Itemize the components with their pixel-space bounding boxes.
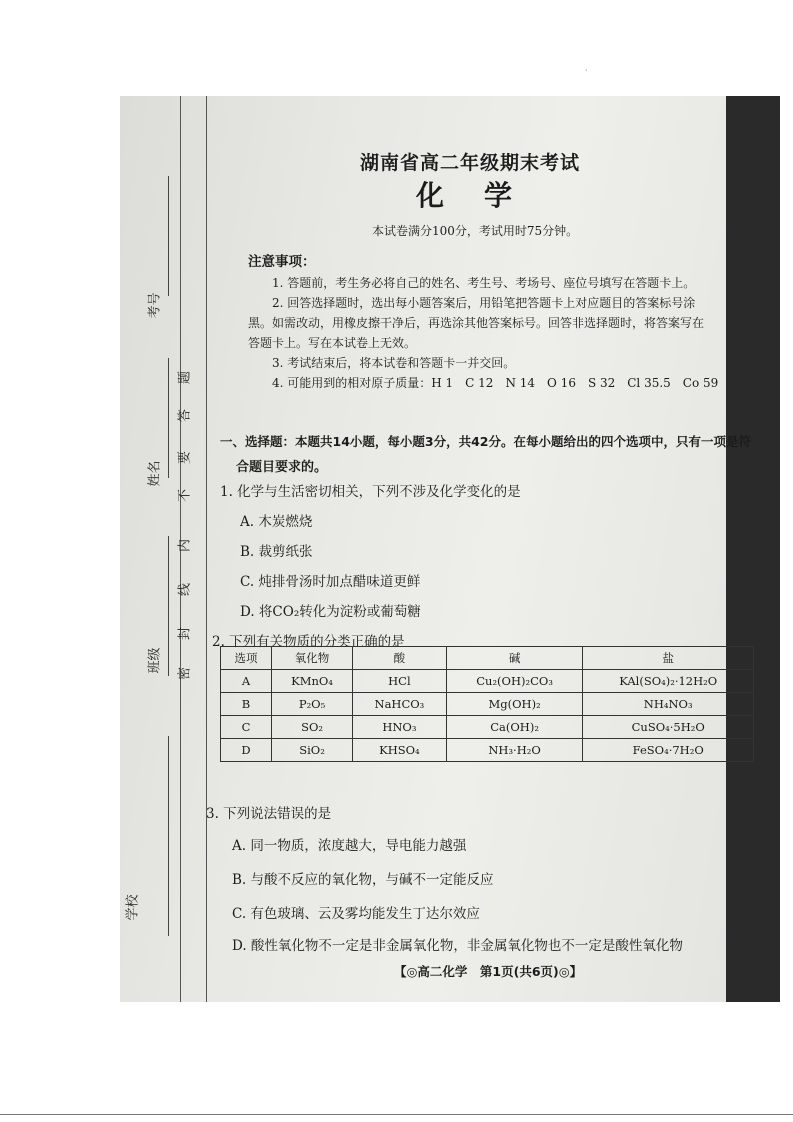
seal-char: 内 — [177, 539, 193, 553]
note-line: 4. 可能用到的相对原子质量：H 1 C 12 N 14 O 16 S 32 Cl 35.5 Co 59 — [272, 376, 719, 390]
section-heading: 一、选择题：本题共14小题，每小题3分，共42分。在每小题给出的四个选项中，只有一项是符 — [220, 434, 751, 449]
q1-option-b: B. 裁剪纸张 — [240, 544, 313, 560]
table-cell: NH₄NO₃ — [583, 693, 754, 716]
table-header-cell: 选项 — [221, 647, 272, 670]
classification-table — [220, 646, 754, 762]
exam-paper — [120, 96, 751, 1002]
name-label: 姓名 — [147, 460, 163, 487]
q3-option-b: B. 与酸不反应的氧化物，与碱不一定能反应 — [232, 872, 494, 888]
table-header-cell: 盐 — [583, 647, 754, 670]
table-cell: Cu₂(OH)₂CO₃ — [446, 670, 583, 693]
question-3-stem: 3. 下列说法错误的是 — [206, 806, 332, 822]
table-header-row — [221, 647, 754, 670]
school-blank — [168, 736, 169, 936]
table-cell: B — [221, 693, 272, 716]
note-line: 答题卡上。写在本试卷上无效。 — [248, 336, 417, 350]
q1-option-c: C. 炖排骨汤时加点醋味道更鲜 — [240, 574, 421, 590]
seal-char: 封 — [177, 627, 193, 641]
table-cell: CuSO₄·5H₂O — [583, 716, 754, 739]
exam-no-label: 考号 — [147, 292, 163, 319]
table-cell: Mg(OH)₂ — [446, 693, 583, 716]
page-footer: 【◎高二化学 第1页(共6页)◎】 — [394, 964, 583, 979]
table-cell: SO₂ — [272, 716, 353, 739]
table-cell: D — [221, 739, 272, 762]
note-line: 黑。如需改动，用橡皮擦干净后，再选涂其他答案标号。回答非选择题时，将答案写在 — [248, 316, 705, 330]
exam-intro: 本试卷满分100分，考试用时75分钟。 — [372, 224, 579, 238]
note-line: 3. 考试结束后，将本试卷和答题卡一并交回。 — [272, 356, 516, 370]
table-cell: SiO₂ — [272, 739, 353, 762]
table-header-cell: 氧化物 — [272, 647, 353, 670]
exam-title: 湖南省高二年级期末考试 — [360, 152, 581, 174]
subject-title: 化学 — [416, 179, 553, 212]
binding-line-inner — [206, 96, 207, 1002]
class-blank — [168, 536, 169, 676]
table-cell: HCl — [353, 670, 447, 693]
table-cell: NH₃·H₂O — [446, 739, 583, 762]
note-line: 2. 回答选择题时，选出每小题答案后，用铅笔把答题卡上对应题目的答案标号涂 — [272, 296, 696, 310]
q3-option-a: A. 同一物质，浓度越大，导电能力越强 — [232, 838, 467, 854]
table-cell: P₂O₅ — [272, 693, 353, 716]
table-row — [221, 693, 754, 716]
table-cell: KAl(SO₄)₂·12H₂O — [583, 670, 754, 693]
table-row — [221, 739, 754, 762]
seal-char: 线 — [177, 583, 193, 597]
q1-option-d: D. 将CO₂转化为淀粉或葡萄糖 — [240, 604, 421, 620]
table-cell: A — [221, 670, 272, 693]
school-label: 学校 — [125, 894, 141, 921]
section-heading-cont: 合题目要求的。 — [236, 460, 328, 475]
table-row — [221, 716, 754, 739]
seal-char: 答 — [177, 409, 193, 423]
seal-char: 不 — [177, 489, 193, 503]
table-cell: KMnO₄ — [272, 670, 353, 693]
table-header-cell: 酸 — [353, 647, 447, 670]
q3-option-c: C. 有色玻璃、云及雾均能发生丁达尔效应 — [232, 906, 480, 922]
table-cell: FeSO₄·7H₂O — [583, 739, 754, 762]
seal-char: 密 — [177, 667, 193, 681]
name-blank — [168, 358, 169, 478]
table-header-cell: 碱 — [446, 647, 583, 670]
q1-option-a: A. 木炭燃烧 — [240, 514, 313, 530]
bottom-rule — [0, 1114, 793, 1115]
table-row — [221, 670, 754, 693]
notes-heading: 注意事项： — [248, 254, 316, 270]
seal-char: 要 — [177, 451, 193, 465]
seal-char: 题 — [177, 371, 193, 385]
class-label: 班级 — [147, 647, 163, 674]
table-cell: KHSO₄ — [353, 739, 447, 762]
stray-mark: · — [585, 66, 588, 75]
note-line: 1. 答题前，考生务必将自己的姓名、考生号、考场号、座位号填写在答题卡上。 — [272, 276, 696, 290]
table-cell: Ca(OH)₂ — [446, 716, 583, 739]
q3-option-d: D. 酸性氧化物不一定是非金属氧化物，非金属氧化物也不一定是酸性氧化物 — [232, 938, 683, 954]
exam-no-blank — [168, 176, 169, 296]
table-cell: NaHCO₃ — [353, 693, 447, 716]
question-1-stem: 1. 化学与生活密切相关，下列不涉及化学变化的是 — [220, 484, 521, 500]
table-cell: HNO₃ — [353, 716, 447, 739]
photo-frame — [120, 96, 780, 1002]
question-2-stem: 2. 下列有关物质的分类正确的是 — [212, 634, 405, 650]
table-cell: C — [221, 716, 272, 739]
